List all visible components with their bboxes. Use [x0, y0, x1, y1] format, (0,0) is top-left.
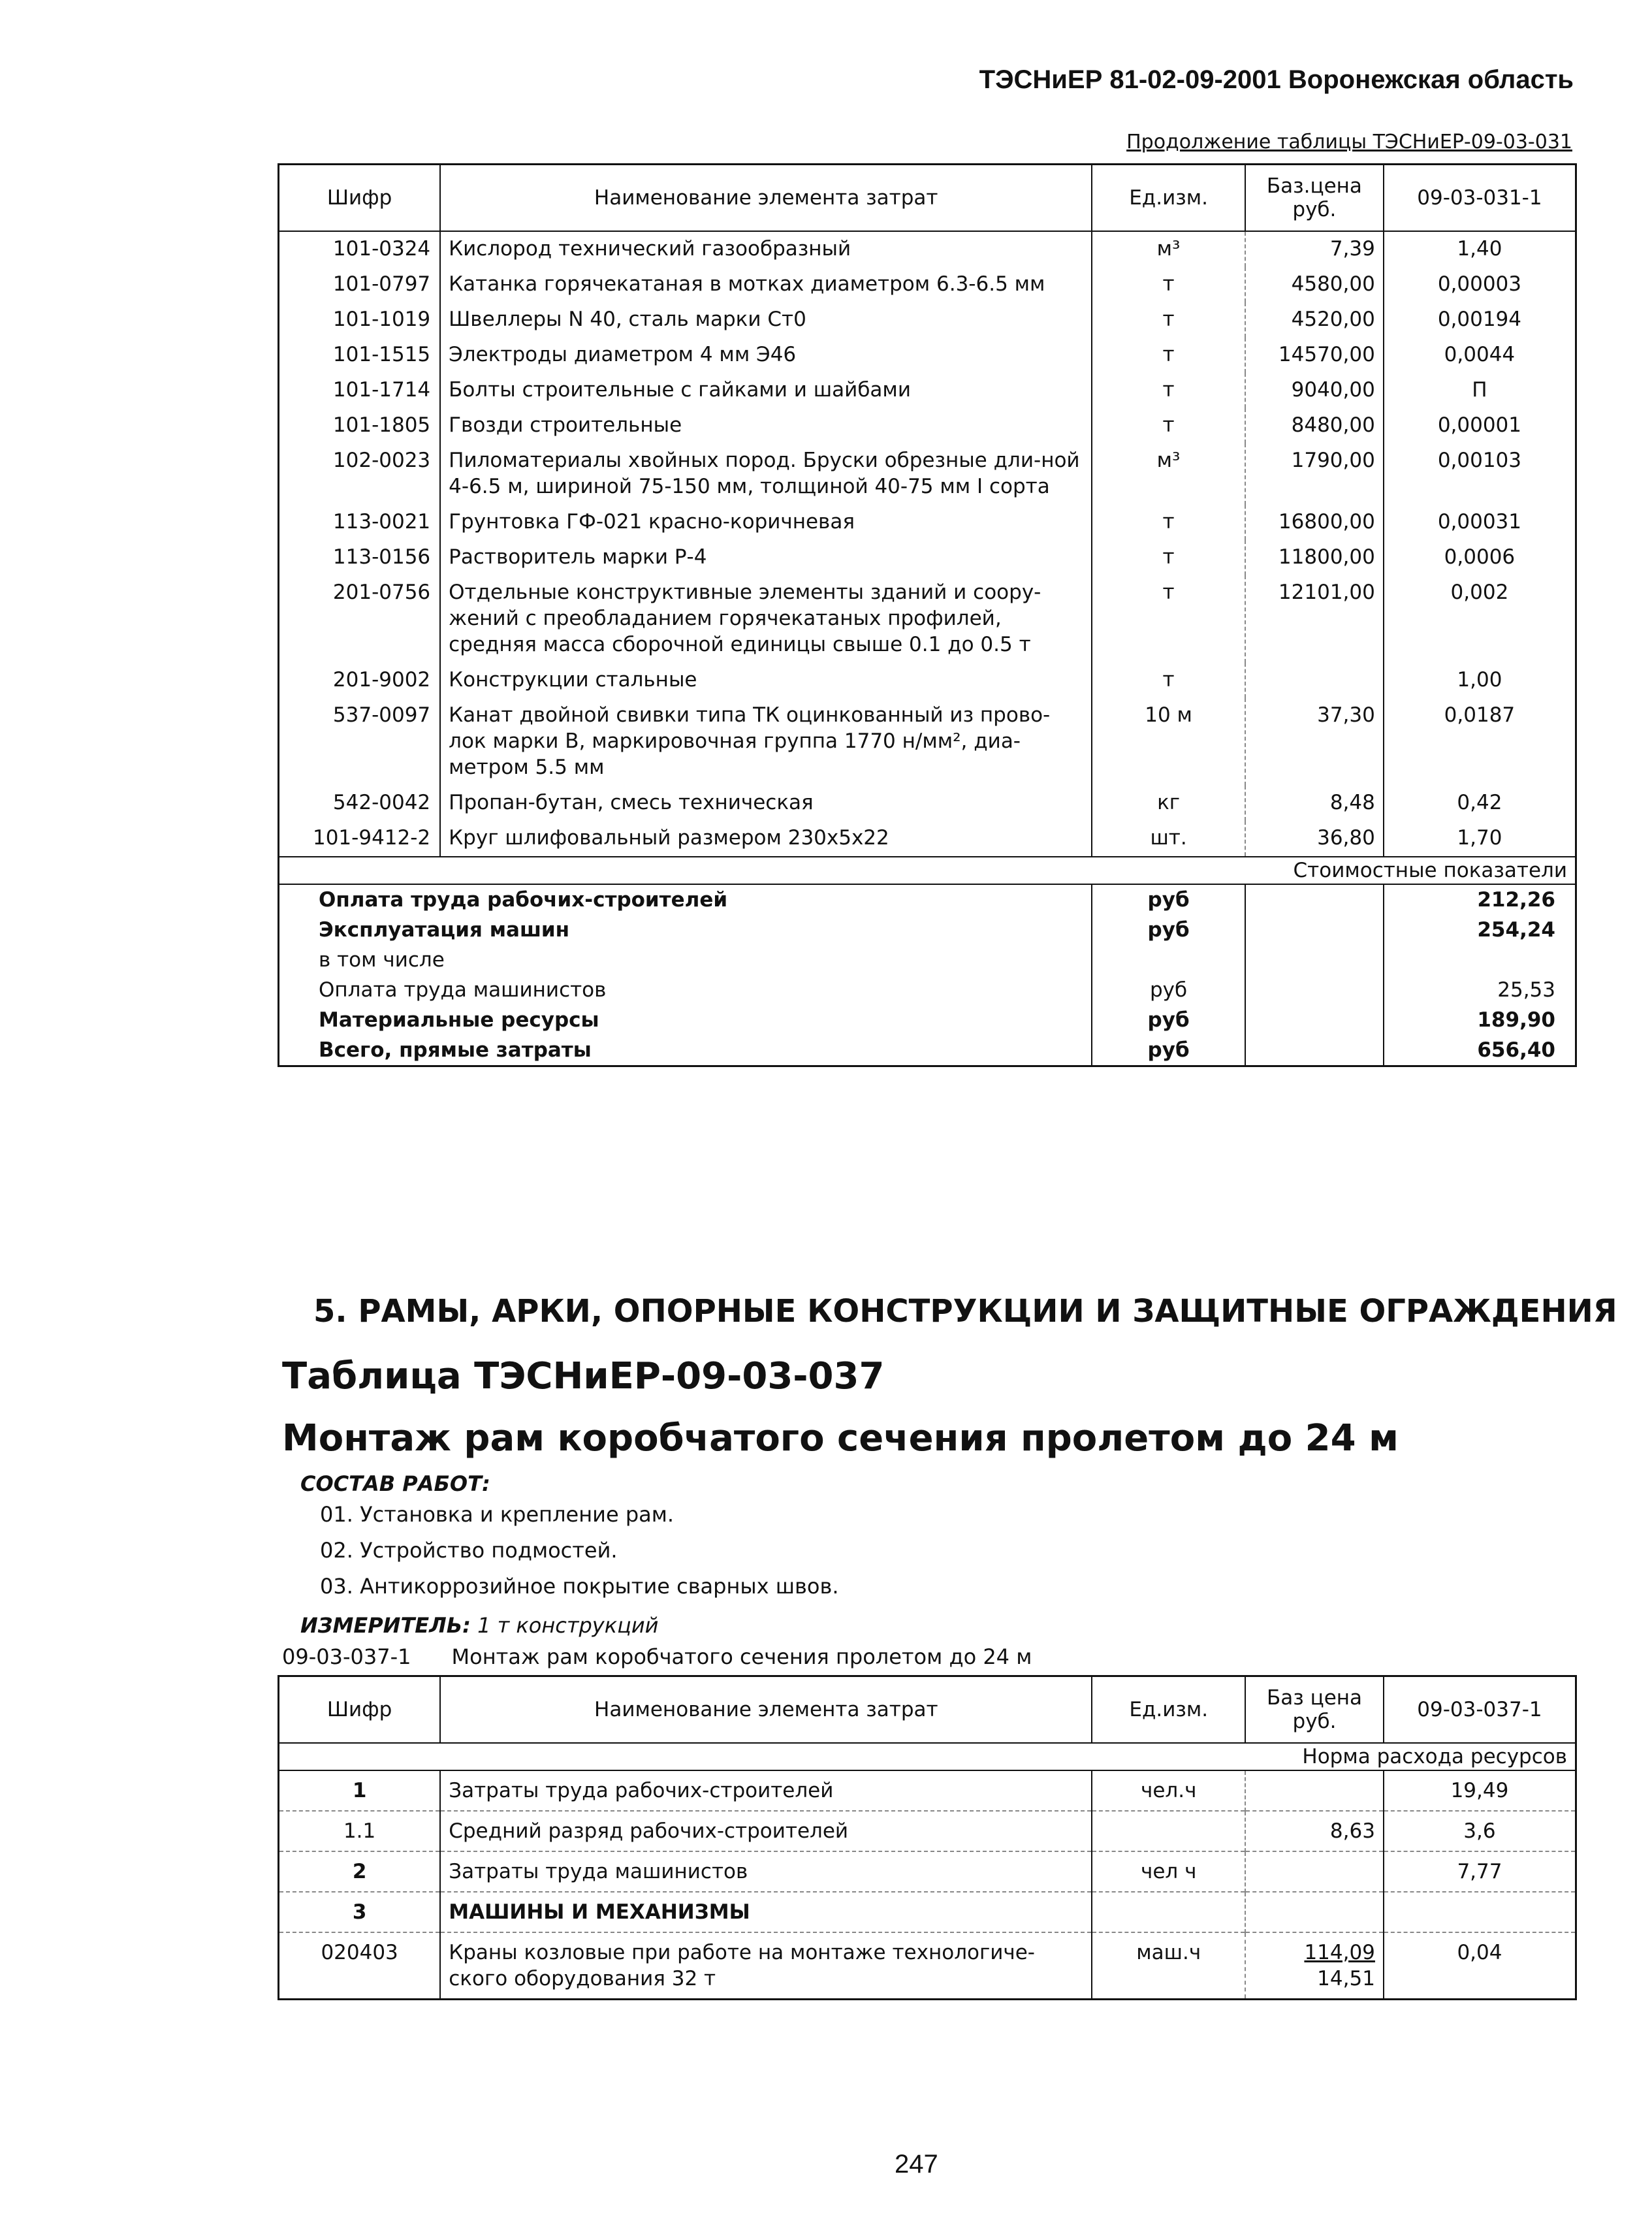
price-main: 114,09	[1304, 1940, 1375, 1964]
summary-row	[279, 1035, 1576, 1066]
cell-name: Болты строительные с гайками и шайбами	[440, 373, 1092, 408]
cell-unit: маш.ч	[1092, 1932, 1245, 2000]
cell-value: 1,40	[1384, 231, 1576, 267]
header-value: 09-03-037-1	[1384, 1676, 1576, 1743]
document-header: ТЭСНиЕР 81-02-09-2001 Воронежская область	[979, 65, 1574, 94]
table-row	[279, 231, 1576, 267]
table-row	[279, 698, 1576, 786]
header-code: Шифр	[326, 1697, 392, 1721]
summary-unit	[1092, 945, 1245, 975]
cell-price: 1790,00	[1245, 443, 1384, 505]
cell-unit: т	[1092, 267, 1245, 302]
table-row	[279, 1770, 1576, 1811]
cell-unit: т	[1092, 540, 1245, 575]
table-row	[279, 540, 1576, 575]
cell-price: 4520,00	[1245, 302, 1384, 338]
header-code: Шифр	[326, 185, 392, 210]
summary-value: 25,53	[1384, 975, 1576, 1005]
header-unit: Ед.изм.	[1092, 1676, 1245, 1743]
cell-value: 0,0044	[1384, 338, 1576, 373]
cell-unit: шт.	[1092, 821, 1245, 857]
section-title: 5. РАМЫ, АРКИ, ОПОРНЫЕ КОНСТРУКЦИИ И ЗАЩИТНЫЕ ОГРАЖДЕНИЯ	[313, 1293, 1617, 1330]
cell-value: 7,77	[1384, 1851, 1576, 1892]
cell-unit: т	[1092, 338, 1245, 373]
cell-name: Кислород технический газообразный	[440, 231, 1092, 267]
summary-unit: руб	[1092, 1005, 1245, 1035]
cell-code: 101-0324	[332, 236, 431, 261]
resources-table	[278, 163, 1577, 1067]
cell-unit: т	[1092, 373, 1245, 408]
cell-value: 3,6	[1384, 1811, 1576, 1851]
cell-price	[1245, 663, 1384, 698]
continuation-title: Продолжение таблицы ТЭСНиЕР-09-03-031	[1126, 131, 1572, 153]
table-row	[279, 1932, 1576, 2000]
header-price: Баз.цена руб.	[1245, 165, 1384, 231]
summary-unit: руб	[1092, 884, 1245, 915]
summary-label: Материальные ресурсы	[319, 1008, 599, 1032]
table-row	[279, 663, 1576, 698]
cell-price: 8,48	[1245, 786, 1384, 821]
cell-unit: т	[1092, 505, 1245, 540]
price-operator: 14,51	[1317, 1966, 1375, 1990]
table-row	[279, 373, 1576, 408]
cell-unit: т	[1092, 302, 1245, 338]
summary-value: 212,26	[1384, 884, 1576, 915]
header-name: Наименование элемента затрат	[440, 165, 1092, 231]
cell-name: Краны козловые при работе на монтаже технологиче-ского оборудования 32 т	[440, 1932, 1092, 2000]
summary-row	[279, 915, 1576, 945]
cell-unit	[1092, 1892, 1245, 1932]
summary-price	[1245, 915, 1384, 945]
summary-row	[279, 975, 1576, 1005]
cell-value: 1,00	[1384, 663, 1576, 698]
cell-unit: чел.ч	[1092, 1770, 1245, 1811]
cell-price: 7,39	[1245, 231, 1384, 267]
cell-unit	[1092, 1811, 1245, 1851]
summary-value: 656,40	[1384, 1035, 1576, 1066]
cell-value: 0,0187	[1384, 698, 1576, 786]
norm-header: Норма расхода ресурсов	[1302, 1744, 1567, 1768]
cell-name: Пиломатериалы хвойных пород. Бруски обрезные дли-ной 4-6.5 м, шириной 75-150 мм, толщиной 40-75 мм I сорта	[440, 443, 1092, 505]
cell-unit: кг	[1092, 786, 1245, 821]
cell-price: 36,80	[1245, 821, 1384, 857]
cell-code: 101-9412-2	[312, 825, 431, 850]
cell-name: Затраты труда рабочих-строителей	[440, 1770, 1092, 1811]
cell-name: МАШИНЫ И МЕХАНИЗМЫ	[440, 1892, 1092, 1932]
cell-price: 11800,00	[1245, 540, 1384, 575]
cell-code: 113-0021	[332, 509, 431, 534]
work-item: 01. Установка и крепление рам.	[320, 1502, 675, 1527]
cell-code: 101-1805	[332, 413, 431, 437]
cell-value: 0,04	[1384, 1932, 1576, 2000]
cell-price: 16800,00	[1245, 505, 1384, 540]
summary-value: 189,90	[1384, 1005, 1576, 1035]
cell-code: 201-0756	[332, 580, 431, 604]
cell-name: Растворитель марки Р-4	[440, 540, 1092, 575]
cell-price: 37,30	[1245, 698, 1384, 786]
summary-label: Эксплуатация машин	[319, 918, 570, 942]
summary-price	[1245, 1005, 1384, 1035]
summary-unit: руб	[1092, 1035, 1245, 1066]
cell-value: 0,00103	[1384, 443, 1576, 505]
work-item: 02. Устройство подмостей.	[320, 1538, 618, 1563]
header-name: Наименование элемента затрат	[440, 1676, 1092, 1743]
cell-code: 201-9002	[332, 667, 431, 692]
cell-name: Затраты труда машинистов	[440, 1851, 1092, 1892]
cell-price: 4580,00	[1245, 267, 1384, 302]
cell-name: Конструкции стальные	[440, 663, 1092, 698]
izmeritel-label: ИЗМЕРИТЕЛЬ:	[300, 1613, 471, 1638]
cell-code: 1	[352, 1778, 367, 1802]
summary-label: Оплата труда рабочих-строителей	[319, 887, 728, 912]
cell-name: Электроды диаметром 4 мм Э46	[440, 338, 1092, 373]
summary-price	[1245, 945, 1384, 975]
summary-row	[279, 1005, 1576, 1035]
table-row	[279, 338, 1576, 373]
cell-unit: чел ч	[1092, 1851, 1245, 1892]
page-number: 247	[895, 2150, 938, 2179]
cell-price	[1245, 1932, 1384, 2000]
table-subtitle: Монтаж рам коробчатого сечения пролетом до 24 м	[282, 1417, 1399, 1460]
cell-code: 113-0156	[332, 545, 431, 569]
table-row	[279, 505, 1576, 540]
table-title: Таблица ТЭСНиЕР-09-03-037	[282, 1355, 885, 1398]
cell-code: 3	[352, 1900, 367, 1924]
cell-value: 0,42	[1384, 786, 1576, 821]
cell-unit: т	[1092, 408, 1245, 443]
cell-value	[1384, 1892, 1576, 1932]
cell-value: 0,00194	[1384, 302, 1576, 338]
summary-value	[1384, 945, 1576, 975]
cell-price	[1245, 1892, 1384, 1932]
cell-name: Швеллеры N 40, сталь марки Ст0	[440, 302, 1092, 338]
cell-name: Грунтовка ГФ-021 красно-коричневая	[440, 505, 1092, 540]
izmeritel	[300, 1613, 658, 1638]
cell-code: 101-0797	[332, 272, 431, 296]
summary-unit: руб	[1092, 915, 1245, 945]
cell-code: 102-0023	[332, 448, 431, 472]
cell-name: Катанка горячекатаная в мотках диаметром 6.3-6.5 мм	[440, 267, 1092, 302]
table-row	[279, 443, 1576, 505]
cell-price: 8,63	[1245, 1811, 1384, 1851]
summary-price	[1245, 1035, 1384, 1066]
cell-unit: т	[1092, 663, 1245, 698]
cell-code: 101-1714	[332, 377, 431, 402]
cell-unit: т	[1092, 575, 1245, 663]
cell-code: 537-0097	[332, 703, 431, 727]
cell-value: 0,0006	[1384, 540, 1576, 575]
norm-code-line	[282, 1644, 1032, 1669]
cell-code: 2	[352, 1859, 367, 1883]
summary-row	[279, 945, 1576, 975]
cost-header: Стоимостные показатели	[1293, 858, 1567, 882]
cell-value: 0,00031	[1384, 505, 1576, 540]
cell-code: 101-1019	[332, 307, 431, 331]
table-row	[279, 267, 1576, 302]
cell-value: 0,00001	[1384, 408, 1576, 443]
norm-code: 09-03-037-1	[282, 1644, 411, 1669]
cell-price: 12101,00	[1245, 575, 1384, 663]
cell-code: 101-1515	[332, 342, 431, 366]
cell-value: 0,002	[1384, 575, 1576, 663]
cell-price	[1245, 1770, 1384, 1811]
summary-price	[1245, 884, 1384, 915]
table-row	[279, 1811, 1576, 1851]
summary-value: 254,24	[1384, 915, 1576, 945]
table-row	[279, 1851, 1576, 1892]
table-row	[279, 408, 1576, 443]
sostav-label: СОСТАВ РАБОТ:	[300, 1471, 490, 1496]
cell-code: 542-0042	[332, 790, 431, 814]
table-row	[279, 786, 1576, 821]
cell-name: Отдельные конструктивные элементы зданий и соору-жений с преобладанием горячекатаных профилей, средняя масса сборочной единицы свыше 0.1 до 0.5 т	[440, 575, 1092, 663]
summary-label: в том числе	[319, 948, 445, 972]
table-row	[279, 302, 1576, 338]
izmeritel-value: 1 т конструкций	[477, 1613, 659, 1638]
cell-code: 020403	[321, 1940, 398, 1964]
cell-unit: м³	[1092, 231, 1245, 267]
summary-price	[1245, 975, 1384, 1005]
cell-price: 8480,00	[1245, 408, 1384, 443]
header-price: Баз цена руб.	[1245, 1676, 1384, 1743]
norm-table	[278, 1675, 1577, 2000]
work-item: 03. Антикоррозийное покрытие сварных швов.	[320, 1574, 839, 1599]
cell-name: Круг шлифовальный размером 230х5х22	[440, 821, 1092, 857]
summary-label: Оплата труда машинистов	[319, 978, 607, 1002]
cell-price: 9040,00	[1245, 373, 1384, 408]
cell-code: 1.1	[343, 1819, 376, 1843]
table-row	[279, 1892, 1576, 1932]
cell-name: Гвозди строительные	[440, 408, 1092, 443]
cell-name: Канат двойной свивки типа ТК оцинкованный из прово-лок марки В, маркировочная группа 1770 н/мм², диа-метром 5.5 мм	[440, 698, 1092, 786]
summary-label: Всего, прямые затраты	[319, 1038, 592, 1062]
header-value: 09-03-031-1	[1384, 165, 1576, 231]
cell-value: 19,49	[1384, 1770, 1576, 1811]
table-row	[279, 821, 1576, 857]
header-unit: Ед.изм.	[1092, 165, 1245, 231]
cell-value: 0,00003	[1384, 267, 1576, 302]
norm-description: Монтаж рам коробчатого сечения пролетом до 24 м	[451, 1644, 1032, 1669]
cell-price: 14570,00	[1245, 338, 1384, 373]
table-row	[279, 575, 1576, 663]
cell-price	[1245, 1851, 1384, 1892]
cell-unit: 10 м	[1092, 698, 1245, 786]
cell-unit: м³	[1092, 443, 1245, 505]
cell-name: Пропан-бутан, смесь техническая	[440, 786, 1092, 821]
summary-row	[279, 884, 1576, 915]
cell-name: Средний разряд рабочих-строителей	[440, 1811, 1092, 1851]
cell-value: П	[1384, 373, 1576, 408]
cell-value: 1,70	[1384, 821, 1576, 857]
summary-unit: руб	[1092, 975, 1245, 1005]
